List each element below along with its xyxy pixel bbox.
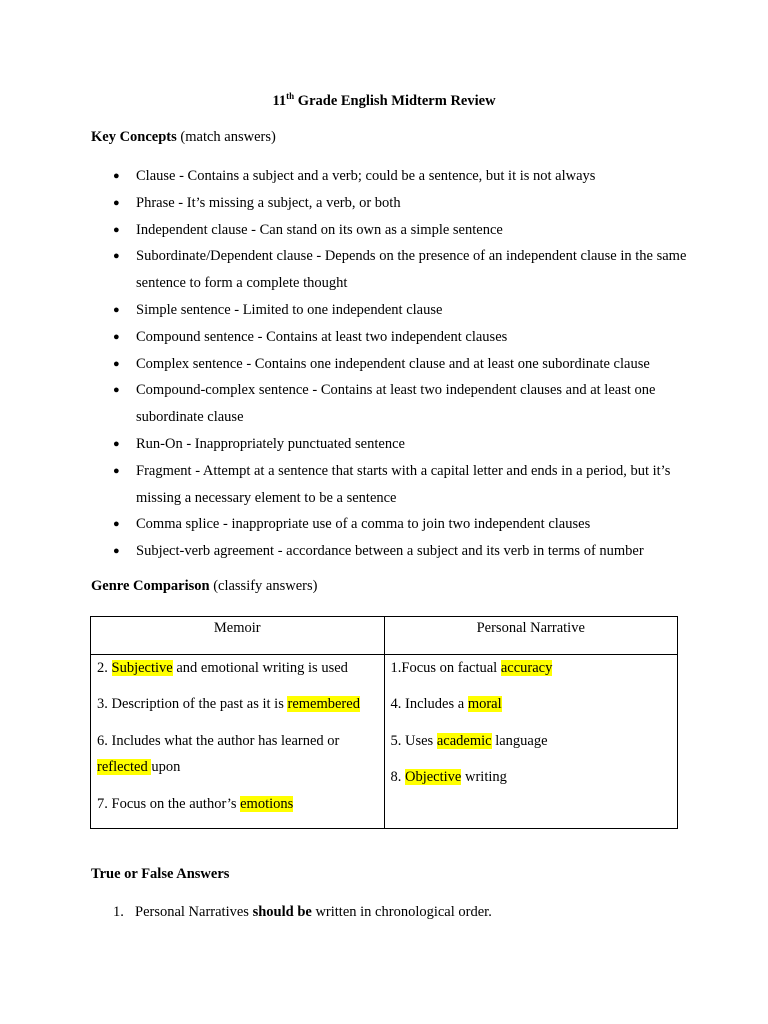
item-text: Personal Narratives [135, 904, 253, 920]
table-header-row [91, 617, 678, 655]
memoir-header-text: Memoir [213, 620, 261, 636]
concept-text: Subject-verb agreement - accordance between a subject and its verb in terms of number [136, 543, 644, 560]
item-text: language [491, 732, 548, 749]
item-text: 4. Includes a [390, 696, 468, 713]
list-item [91, 217, 691, 244]
title-grade: 11 [272, 93, 287, 109]
highlighted-word: remembered [287, 696, 360, 713]
highlighted-word: Objective [405, 768, 462, 785]
bullet-icon: ● [113, 464, 120, 477]
list-item [91, 243, 691, 297]
highlighted-word: emotions [240, 795, 294, 812]
personal-narrative-cell [384, 655, 678, 829]
concept-text: Comma splice - inappropriate use of a comma to join two independent clauses [136, 516, 591, 533]
table-row [91, 655, 678, 829]
item-text: 8. [390, 768, 405, 785]
narrative-item [391, 764, 672, 791]
list-item [91, 324, 691, 351]
list-item [91, 377, 691, 431]
key-concepts-label: Key Concepts [91, 129, 177, 145]
item-text: 7. Focus on the author’s [97, 795, 241, 812]
genre-comparison-heading [91, 578, 317, 595]
concept-text: Clause - Contains a subject and a verb; could be a sentence, but it is not always [136, 168, 596, 184]
bullet-icon: ● [113, 545, 120, 558]
list-item [91, 511, 691, 538]
list-item [91, 297, 691, 324]
memoir-column-header [91, 617, 385, 655]
memoir-item [97, 728, 378, 782]
narrative-item [391, 655, 672, 682]
concept-text: Fragment - Attempt at a sentence that starts with a capital letter and ends in a period, but it’s missing a necessary element to be a sentence [136, 462, 671, 506]
item-text: 6. Includes what the author has learned or [97, 732, 340, 749]
title-text: Grade English Midterm Review [294, 93, 496, 109]
memoir-item [97, 691, 378, 718]
narrative-header-text: Personal Narrative [476, 620, 585, 636]
bullet-icon: ● [113, 330, 120, 343]
genre-comparison-note: (classify answers) [209, 578, 318, 594]
list-item [91, 190, 691, 217]
item-text: and emotional writing is used [172, 660, 348, 676]
highlighted-word: accuracy [500, 660, 553, 676]
item-text: 5. Uses [390, 732, 437, 749]
item-text: written in chronological order. [311, 904, 492, 920]
true-false-label: True or False Answers [91, 866, 230, 882]
bullet-icon: ● [113, 170, 120, 182]
concept-text: Phrase - It’s missing a subject, a verb, or both [136, 194, 401, 211]
item-text: 1.Focus on factual [390, 660, 501, 676]
bullet-icon: ● [113, 303, 120, 316]
list-item [91, 163, 691, 190]
memoir-item [97, 791, 378, 818]
concept-text: Complex sentence - Contains one independent clause and at least one subordinate clause [136, 355, 650, 372]
title-superscript: th [286, 91, 295, 102]
list-item [91, 901, 691, 923]
key-concepts-note: (match answers) [176, 129, 276, 145]
highlighted-word: reflected [97, 759, 152, 776]
personal-narrative-column-header [384, 617, 678, 655]
highlighted-word: Subjective [111, 660, 173, 676]
narrative-item [391, 728, 672, 755]
concept-text: Simple sentence - Limited to one independent clause [136, 301, 443, 318]
highlighted-word: academic [436, 732, 492, 749]
bullet-icon: ● [113, 437, 120, 450]
bullet-icon: ● [113, 223, 120, 236]
item-text: writing [461, 768, 507, 785]
bullet-icon: ● [113, 196, 120, 209]
concept-text: Compound-complex sentence - Contains at least two independent clauses and at least one subordinate clause [136, 382, 656, 426]
item-bold-text: should be [252, 904, 312, 920]
bullet-icon: ● [113, 518, 120, 531]
genre-comparison-table [90, 616, 678, 829]
concept-text: Run-On - Inappropriately punctuated sentence [136, 435, 405, 452]
item-number: 1. [113, 904, 124, 920]
bullet-icon: ● [113, 250, 120, 263]
concept-text: Compound sentence - Contains at least two independent clauses [136, 328, 508, 345]
list-item [91, 538, 691, 565]
item-text: upon [151, 759, 181, 776]
key-concepts-heading [91, 129, 276, 146]
item-text: 2. [97, 660, 112, 676]
list-item [91, 351, 691, 378]
list-item [91, 458, 691, 512]
key-concepts-list [91, 163, 691, 565]
memoir-item [97, 655, 378, 682]
highlighted-word: moral [467, 696, 502, 713]
narrative-item [391, 691, 672, 718]
page-title [0, 93, 768, 110]
item-text: 3. Description of the past as it is [97, 696, 288, 713]
bullet-icon: ● [113, 384, 120, 397]
concept-text: Independent clause - Can stand on its own as a simple sentence [136, 221, 503, 238]
concept-text: Subordinate/Dependent clause - Depends on the presence of an independent clause in the same sentence to form a complete thought [136, 248, 687, 292]
memoir-cell [91, 655, 385, 829]
genre-comparison-label: Genre Comparison [91, 578, 210, 594]
list-item [91, 431, 691, 458]
true-false-heading [91, 866, 229, 883]
bullet-icon: ● [113, 357, 120, 370]
true-false-list [91, 901, 691, 923]
